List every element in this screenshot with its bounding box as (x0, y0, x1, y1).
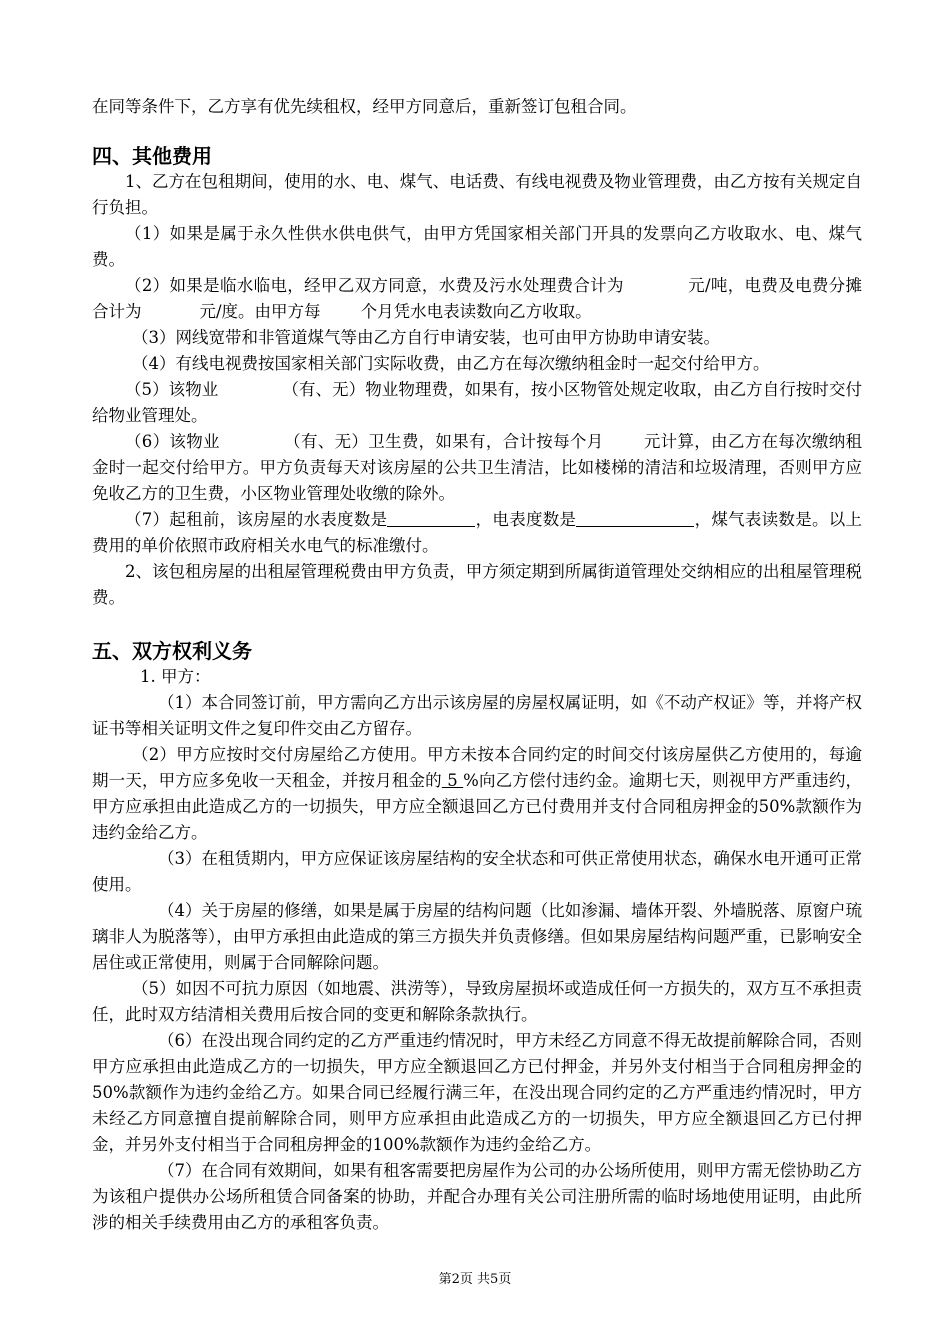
party-a-clause-1: （1）本合同签订前，甲方需向乙方出示该房屋的房屋权属证明，如《不动产权证》等，并将产权证书等相关证明文件之复印件交由乙方留存。 (92, 693, 862, 738)
sec4-sub-7: （7）起租前，该房屋的水表度数是 ，电表度数是 ，煤气表读数是。以上费用的单价依照市政府相关水电气的标准缴付。 (92, 510, 863, 555)
document-body (92, 94, 862, 1236)
sec4-sub-3: （3）网线宽带和非管道煤气等由乙方自行申请安装，也可由甲方协助申请安装。 (132, 328, 720, 347)
sec4-sub-5: （5）该物业 （有、无）物业物理费，如果有，按小区物管处规定收取，由乙方自行按时交付给物业管理处。 (92, 380, 863, 425)
section-5-title: 五、双方权利义务 (92, 639, 252, 663)
water-meter-blank (387, 508, 475, 527)
sec4-item-2: 2、该包租房屋的出租屋管理税费由甲方负责，甲方须定期到所属街道管理处交纳相应的出租屋管理税费。 (92, 562, 862, 607)
sec4-sub-1: （1）如果是属于永久性供水供电供气，由甲方凭国家相关部门开具的发票向乙方收取水、电、煤气费。 (92, 224, 862, 269)
paragraph-renewal: 在同等条件下，乙方享有优先续租权，经甲方同意后，重新签订包租合同。 (92, 97, 637, 116)
party-a-label: 1. 甲方： (140, 667, 211, 686)
sec4-sub-4: （4）有线电视费按国家相关部门实际收费，由乙方在每次缴纳租金时一起交付给甲方。 (132, 354, 770, 373)
sec4-item-1: 1、乙方在包租期间，使用的水、电、煤气、电话费、有线电视费及物业管理费，由乙方按有关规定自行负担。 (92, 172, 862, 217)
penalty-rate: 5 (441, 771, 464, 790)
electric-meter-blank (576, 508, 694, 527)
sec4-sub-2: （2）如果是临水临电，经甲乙双方同意，水费及污水处理费合计为 元/吨，电费及电费分摊合计为 元/度。由甲方每 个月凭水电表读数向乙方收取。 (92, 276, 863, 321)
page-footer: 第2页 共5页 (438, 1272, 512, 1287)
party-a-clause-4: （4）关于房屋的修缮，如果是属于房屋的结构问题（比如渗漏、墙体开裂、外墙脱落、原窗户琉璃非人为脱落等），由甲方承担由此造成的第三方损失并负责修缮。但如果房屋结构问题严重，已影响安全居住或正常使用，则属于合同解除问题。 (92, 901, 862, 972)
party-a-clause-6: （6）在没出现合同约定的乙方严重违约情况时，甲方未经乙方同意不得无故提前解除合同，否则甲方应承担由此造成乙方的一切损失，甲方应全额退回乙方已付押金，并另外支付相当于合同租房押金的50%款额作为违约金给乙方。如果合同已经履行满三年，在没出现合同约定的乙方严重违约情况时，甲方未经乙方同意擅自提前解除合同，则甲方应承担由此造成乙方的一切损失，甲方应全额退回乙方已付押金，并另外支付相当于合同租房押金的100%款额作为违约金给乙方。 (92, 1031, 862, 1154)
party-a-clause-7: （7）在合同有效期间，如果有租客需要把房屋作为公司的办公场所使用，则甲方需无偿协助乙方为该租户提供办公场所租赁合同备案的协助，并配合办理有关公司注册所需的临时场地使用证明，由此所涉的相关手续费用由乙方的承租客负责。 (92, 1161, 862, 1232)
party-a-clause-3: （3）在租赁期内，甲方应保证该房屋结构的安全状态和可供正常使用状态，确保水电开通可正常使用。 (92, 849, 862, 894)
section-4-title: 四、其他费用 (92, 144, 212, 168)
party-a-clause-5: （5）如因不可抗力原因（如地震、洪涝等），导致房屋损坏或造成任何一方损失的，双方互不承担责任，此时双方结清相关费用后按合同的变更和解除条款执行。 (92, 979, 862, 1024)
sec4-sub-6: （6）该物业 （有、无）卫生费，如果有，合计按每个月 元计算，由乙方在每次缴纳租金时一起交付给甲方。甲方负责每天对该房屋的公共卫生清洁，比如楼梯的清洁和垃圾清理，否则甲方应免收乙方的卫生费，小区物业管理处收缴的除外。 (92, 432, 863, 503)
party-a-clause-2: （2）甲方应按时交付房屋给乙方使用。甲方未按本合同约定的时间交付该房屋供乙方使用的，每逾期一天，甲方应多免收一天租金，并按月租金的 5 %向乙方偿付违约金。逾期七天，则视甲方严重违约，甲方应承担由此造成乙方的一切损失，甲方应全额退回乙方已付费用并支付合同租房押金的50%款额作为违约金给乙方。 (92, 745, 862, 842)
